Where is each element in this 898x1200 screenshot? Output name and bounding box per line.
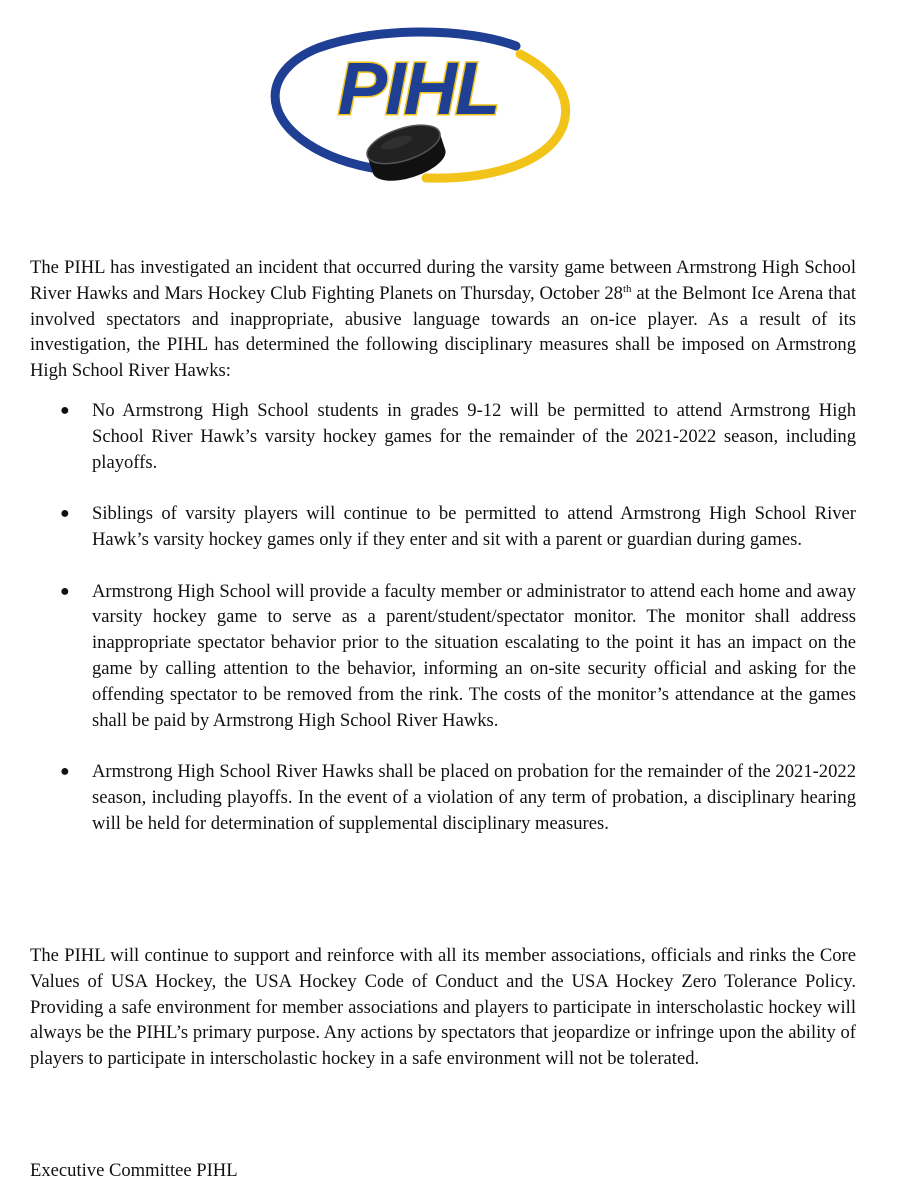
bullet-icon: ● [60,582,70,600]
list-item [30,759,856,836]
logo-text: PIHL [337,47,499,130]
closing-paragraph: The PIHL will continue to support and reinforce with all its member associations, officials and rinks the Core Values of USA Hockey, the USA Hockey Code of Conduct and the USA Hockey Zero Tolerance Policy. Providing a safe environment for member associations and players to participate in interscholastic hockey will always be the PIHL’s primary purpose. Any actions by spectators that jeopardize or infringe upon the ability of players to participate in interscholastic hockey in a safe environment will not be tolerated. [30,945,856,1070]
pihl-logo-graphic [258,16,578,196]
signature: Executive Committee PIHL [30,1160,238,1181]
pihl-logo [258,16,578,196]
bullet-icon: ● [60,402,70,419]
list-item-text: Siblings of varsity players will continue to be permitted to attend Armstrong High School River Hawk’s varsity hockey games only if they enter and sit with a parent or guardian during games. [92,503,856,550]
list-item-text: Armstrong High School will provide a faculty member or administrator to attend each home and away varsity hockey game to serve as a parent/student/spectator monitor. The monitor shall address inappropriate spectator behavior prior to the situation escalating to the point it has an impact on the game by calling attention to the behavior, informing an on-site security official and asking for the offending spectator to be removed from the rink. The costs of the monitor’s attendance at the games shall be paid by Armstrong High School River Hawks. [92,580,856,731]
list-item-text: Armstrong High School River Hawks shall be placed on probation for the remainder of the 2021-2022 season, including playoffs. In the event of a violation of any term of probation, a disciplinary hearing will be held for determination of supplemental disciplinary measures. [92,761,856,834]
bullet-icon: ● [60,763,70,781]
list-item [30,501,856,553]
list-item [30,579,856,734]
intro-text-part1: The PIHL has investigated an incident that occurred during the varsity game between Armstrong High School River Hawks and Mars Hockey Club Fighting Planets on Thursday, October 28 [30,257,856,304]
list-item-text: No Armstrong High School students in grades 9-12 will be permitted to attend Armstrong High School River Hawk’s varsity hockey games for the remainder of the 2021-2022 season, including playoffs. [92,400,856,473]
disciplinary-measures-list [30,398,856,862]
list-item [30,398,856,475]
bullet-icon: ● [60,505,70,523]
intro-text-part2: at the Belmont Ice Arena that involved spectators and inappropriate, abusive language towards an on-ice player. As a result of its investigation, the PIHL has determined the following disciplinary measures shall be imposed on Armstrong High School River Hawks: [30,282,856,382]
intro-paragraph [30,255,856,384]
date-ordinal-suffix: th [622,282,632,295]
